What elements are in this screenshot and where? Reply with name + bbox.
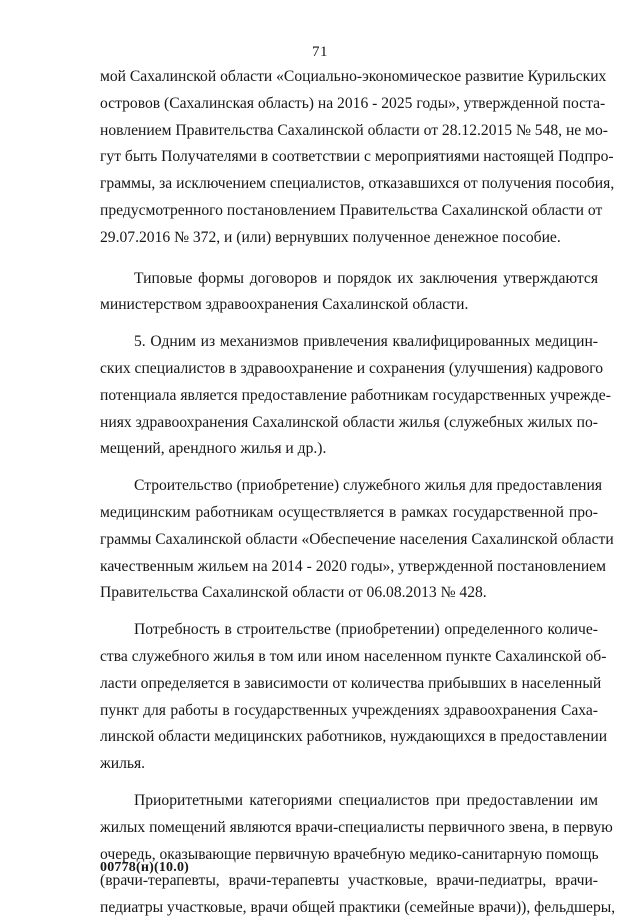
text-line: ства служебного жилья в том или ином населенном пункте Сахалинской об- (100, 647, 607, 665)
page-number: 71 (312, 44, 328, 60)
text-line: мой Сахалинской области «Социально-экономическое развитие Курильских (100, 68, 607, 85)
text-line: Строительство (приобретение) служебного жилья для предоставления (134, 477, 603, 495)
text-line: медицинским работникам осуществляется в рамках государственной про- (100, 503, 598, 521)
paragraph (100, 788, 616, 922)
text-line: новлением Правительства Сахалинской области от 28.12.2015 № 548, не мо- (100, 121, 608, 139)
text-line: потенциала является предоставление работникам государственных учрежде- (100, 386, 611, 404)
text-line: жилых помещений являются врачи-специалисты первичного звена, в первую (100, 818, 613, 836)
document-footer-code: 00778(н)(10.0) (100, 860, 190, 875)
text-line: (врачи-терапевты, врачи-терапевты участковые, врачи-педиатры, врачи- (100, 872, 598, 890)
text-line: Типовые формы договоров и порядок их заключения утверждаются (134, 269, 598, 287)
text-line: ласти определяется в зависимости от количества прибывших в населенный (100, 674, 602, 692)
text-line: граммы Сахалинской области «Обеспечение населения Сахалинской области (100, 530, 614, 548)
text-line: линской области медицинских работников, нуждающихся в предоставлении (100, 728, 608, 746)
text-line: Потребность в строительстве (приобретении) определенного количе- (134, 621, 598, 639)
text-line: пункт для работы в государственных учреждениях здравоохранения Саха- (100, 701, 598, 719)
text-line: мещений, арендного жилья и др.). (100, 440, 327, 458)
paragraph (100, 473, 614, 607)
paragraph (100, 266, 598, 320)
paragraph (100, 64, 615, 252)
document-body (100, 64, 616, 922)
text-line: педиатры участковые, врачи общей практики (семейные врачи)), фельдшеры, (100, 899, 616, 917)
text-line: Правительства Сахалинской области от 06.08.2013 № 428. (100, 584, 487, 602)
text-line: Приоритетными категориями специалистов при предоставлении им (134, 791, 598, 809)
text-line: министерством здравоохранения Сахалинской области. (100, 296, 469, 314)
text-line: ских специалистов в здравоохранение и сохранения (улучшения) кадрового (100, 359, 604, 377)
text-line: гут быть Получателями в соответствии с мероприятиями настоящей Подпро- (100, 148, 614, 166)
text-line: жилья. (100, 755, 146, 773)
paragraph (100, 617, 608, 778)
text-line: предусмотренного постановлением Правительства Сахалинской области от (100, 201, 603, 219)
text-line: очередь, оказывающие первичную врачебную медико-санитарную помощь (100, 845, 599, 863)
text-line: граммы, за исключением специалистов, отказавшихся от получения пособия, (100, 175, 615, 193)
text-line: островов (Сахалинская область) на 2016 - 2025 годы», утвержденной поста- (100, 94, 606, 112)
paragraph (100, 329, 611, 463)
text-line: ниях здравоохранения Сахалинской области жилья (служебных жилых по- (100, 413, 598, 431)
text-line: качественным жильем на 2014 - 2020 годы», утвержденной постановлением (100, 557, 606, 575)
text-line: 29.07.2016 № 372, и (или) вернувших полученное денежное пособие. (100, 228, 561, 246)
text-line: 5. Одним из механизмов привлечения квалифицированных медицин- (134, 333, 598, 351)
